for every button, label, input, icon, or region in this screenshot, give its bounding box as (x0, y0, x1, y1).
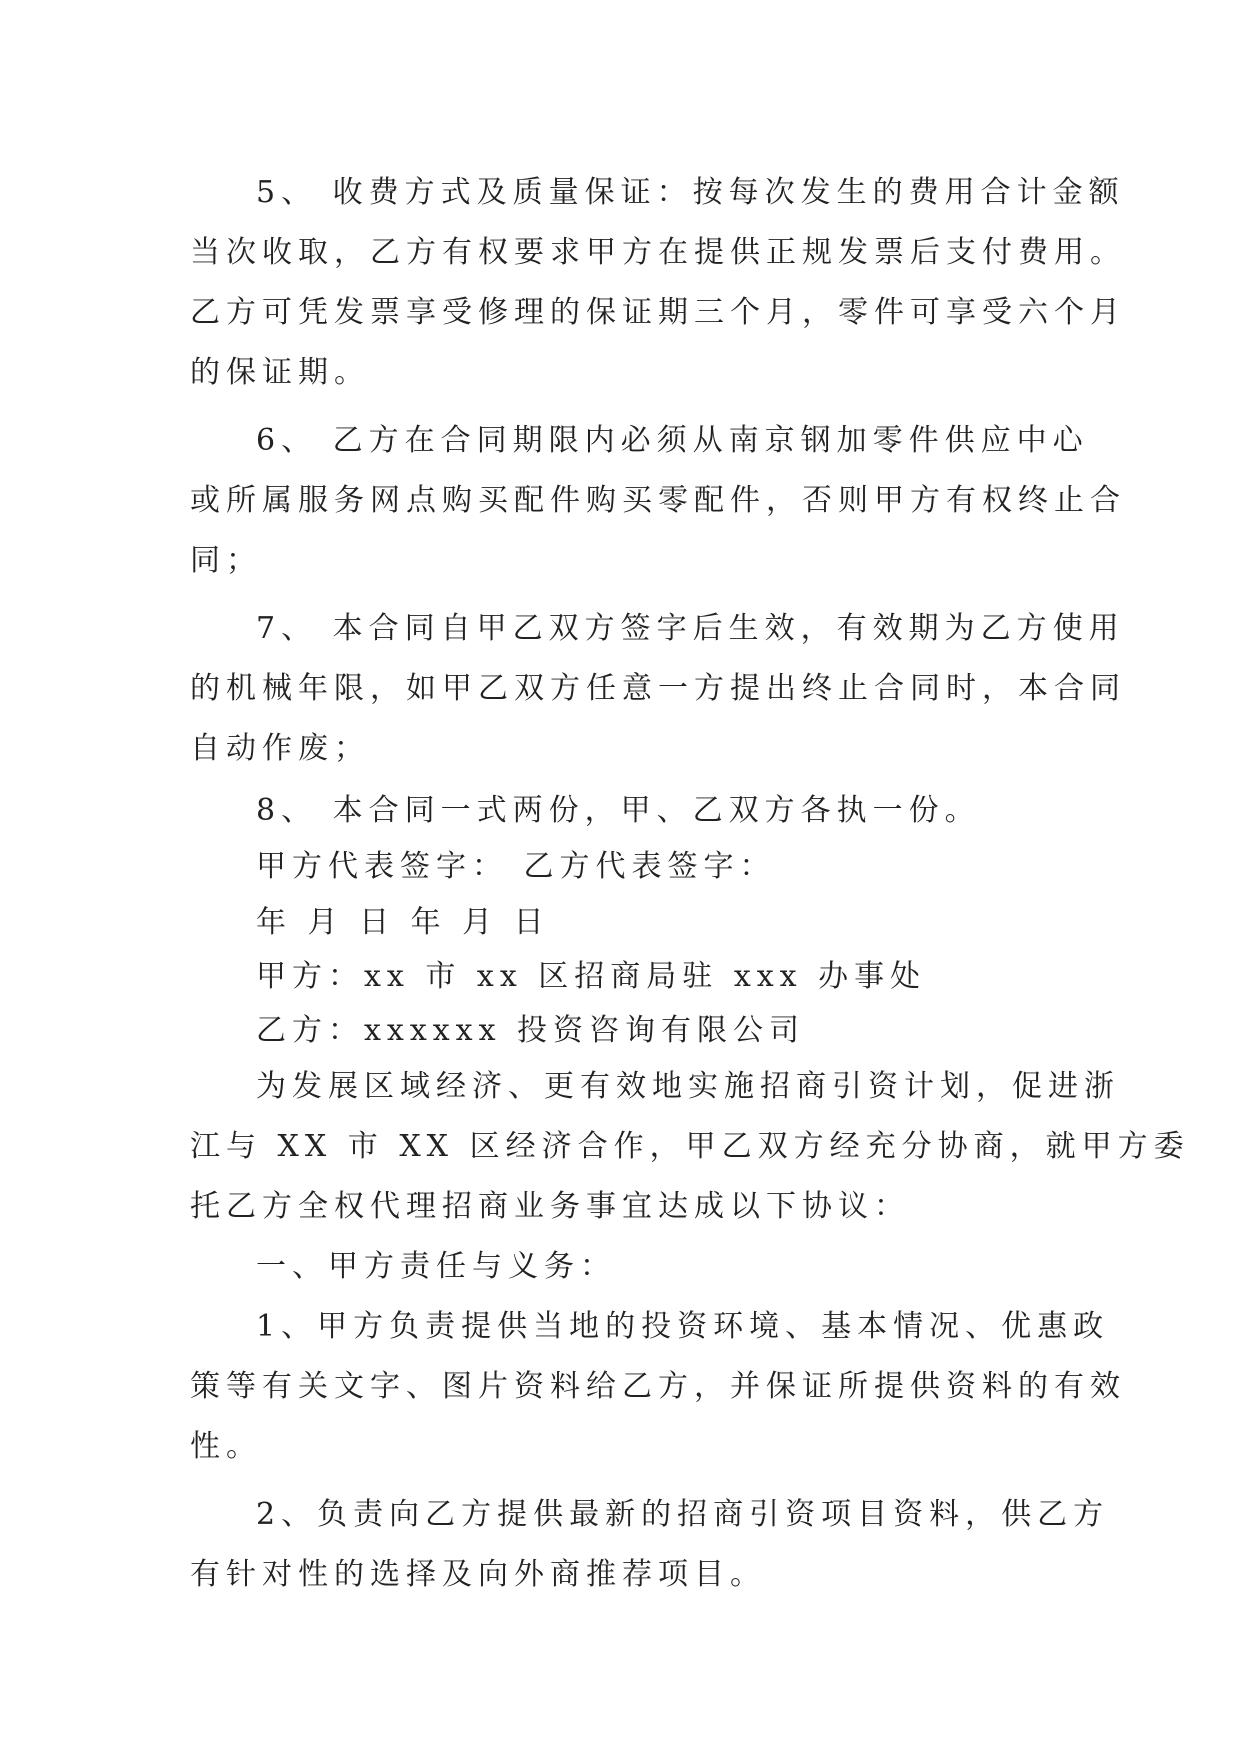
text-line: 或所属服务网点购买配件购买零配件，否则甲方有权终止合 (190, 483, 1126, 518)
text-line: 的机械年限，如甲乙双方任意一方提出终止合同时，本合同 (190, 671, 1126, 706)
section-heading (190, 1237, 1050, 1297)
party-b-line (190, 1001, 1050, 1061)
text-line: 一、甲方责任与义务： (256, 1249, 616, 1284)
text-line: 年 月 日 年 月 日 (256, 905, 550, 940)
text-line: 乙方可凭发票享受修理的保证期三个月，零件可享受六个月 (190, 295, 1126, 330)
date-line (190, 893, 1050, 953)
clause-2 (190, 1485, 1110, 1605)
text-line: 甲方代表签字： 乙方代表签字： (256, 849, 776, 884)
text-line: 8、 本合同一式两份，甲、乙双方各执一份。 (256, 793, 981, 828)
party-a-line (190, 947, 1050, 1007)
text-line: 性。 (190, 1429, 262, 1464)
text-line: 2、负责向乙方提供最新的招商引资项目资料，供乙方 (256, 1497, 1110, 1532)
paragraph-8 (190, 781, 1050, 841)
text-line: 策等有关文字、图片资料给乙方，并保证所提供资料的有效 (190, 1369, 1126, 1404)
text-line: 同； (190, 543, 262, 578)
text-line: 1、甲方负责提供当地的投资环境、基本情况、优惠政 (256, 1309, 1110, 1344)
signature-line (190, 837, 1050, 897)
paragraph-7 (190, 599, 1126, 779)
text-line: 为发展区域经济、更有效地实施招商引资计划，促进浙 (256, 1069, 1120, 1104)
text-line: 6、 乙方在合同期限内必须从南京钢加零件供应中心 (256, 423, 1089, 458)
paragraph-5 (190, 163, 1126, 403)
document-body (190, 163, 1190, 1605)
text-line: 的保证期。 (190, 355, 370, 390)
text-line: 甲方：xx 市 xx 区招商局驻 xxx 办事处 (256, 959, 927, 994)
text-line: 自动作废； (190, 731, 370, 766)
text-line: 7、 本合同自甲乙双方签字后生效，有效期为乙方使用 (256, 611, 1125, 646)
text-line: 有针对性的选择及向外商推荐项目。 (190, 1557, 766, 1592)
clause-1 (190, 1297, 1126, 1477)
paragraph-6 (190, 411, 1126, 591)
text-line: 当次收取，乙方有权要求甲方在提供正规发票后支付费用。 (190, 235, 1126, 270)
text-line: 乙方：xxxxxx 投资咨询有限公司 (256, 1013, 806, 1048)
text-line: 江与 XX 市 XX 区经济合作，甲乙双方经充分协商，就甲方委 (190, 1129, 1190, 1164)
text-line: 5、 收费方式及质量保证：按每次发生的费用合计金额 (256, 175, 1125, 210)
preamble-paragraph (190, 1057, 1190, 1237)
text-line: 托乙方全权代理招商业务事宜达成以下协议： (190, 1189, 910, 1224)
